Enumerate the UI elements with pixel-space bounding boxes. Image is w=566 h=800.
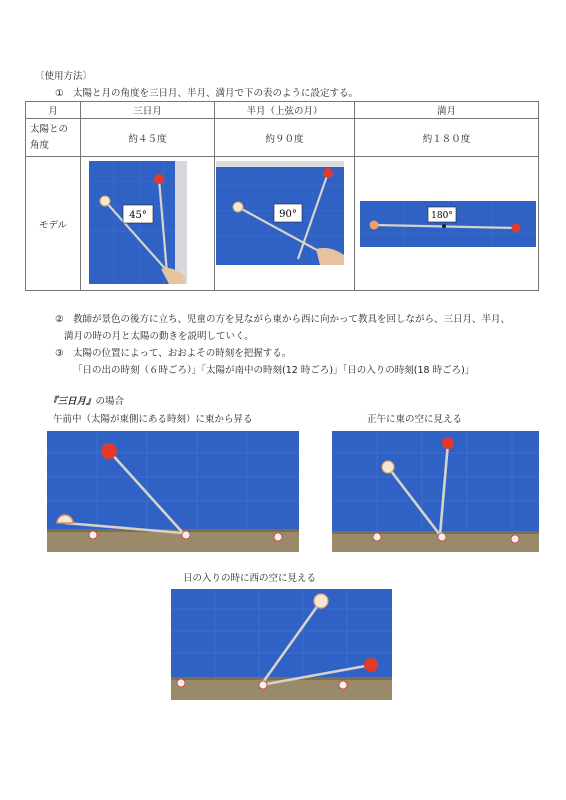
step3-line1: 太陽の位置によって、おおよその時刻を把握する。: [73, 348, 292, 359]
sun-ball: [323, 168, 333, 178]
moon-ball: [382, 461, 394, 473]
moon-ball: [370, 221, 379, 230]
step1-text: 太陽と月の角度を三日月、半月、満月で下の表のように設定する。: [73, 88, 359, 99]
photo-evening: [171, 589, 392, 700]
header-crescent: 三日月: [81, 102, 215, 119]
step3-number: ③: [55, 348, 64, 359]
angle-full: 約１８０度: [355, 119, 539, 157]
step2-line1: 教師が景色の後方に立ち、児童の方を見ながら東から西に向かって教具を回しながら、三日月、半月、: [73, 314, 511, 325]
sun-ball: [442, 437, 454, 449]
moon-ball: [233, 202, 243, 212]
angle-crescent: 約４５度: [81, 119, 215, 157]
caption-noon: 正午に東の空に見える: [367, 414, 463, 425]
header-half: 半月（上弦の月）: [215, 102, 355, 119]
model-photo-crescent: [89, 161, 187, 284]
angle-tag-half: 90°: [279, 209, 297, 220]
caption-morning: 午前中（太陽が東側にある時刻）に東から昇る: [53, 414, 253, 425]
moon-ball: [100, 196, 110, 206]
table-row-angle: [26, 119, 539, 157]
model-photo-half: [216, 161, 344, 265]
photo-morning: [47, 431, 299, 552]
step2-number: ②: [55, 314, 64, 325]
section-suffix: の場合: [95, 396, 125, 407]
sun-ball: [512, 224, 521, 233]
sun-ball: [101, 443, 117, 459]
angle-label: 太陽との 角度: [26, 119, 81, 157]
caption-evening: 日の入りの時に西の空に見える: [183, 573, 317, 584]
moon-ball: [314, 594, 328, 608]
sun-ball: [154, 174, 164, 184]
angle-half: 約９０度: [215, 119, 355, 157]
step1-number: ①: [55, 88, 64, 99]
model-label: モデル: [26, 157, 81, 291]
photo-noon: [332, 431, 539, 552]
table-header-row: [26, 102, 539, 119]
angle-tag-full: 180°: [431, 211, 453, 221]
sun-ball: [364, 658, 378, 672]
header-full: 満月: [355, 102, 539, 119]
section-title: 『三日月』: [48, 396, 96, 407]
section-heading: [48, 395, 124, 408]
angle-tag-crescent: 45°: [129, 210, 147, 221]
step3-line2: 「日の出の時刻（６時ごろ）」「太陽が南中の時刻(12 時ごろ)」「日の入りの時刻(18 時ごろ)」: [73, 365, 475, 376]
usage-heading: 〔使用方法〕: [35, 71, 93, 82]
model-photo-full: [360, 201, 536, 247]
step2-line2: 満月の時の月と太陽の動きを説明していく。: [64, 331, 254, 342]
header-moon: 月: [26, 102, 81, 119]
